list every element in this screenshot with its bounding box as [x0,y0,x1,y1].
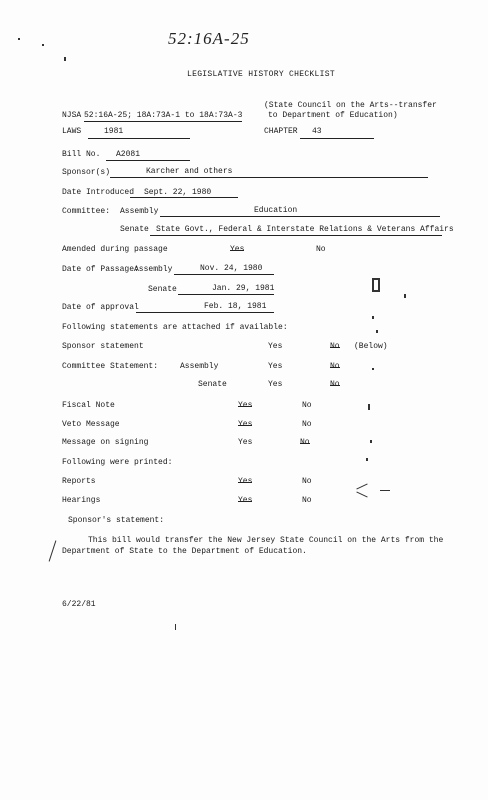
amended-yes: Yes [230,245,245,254]
scan-artifact [380,490,390,491]
passage-label: Date of Passage: [62,265,139,274]
scan-artifact [372,278,380,280]
approval-label: Date of approval [62,303,139,312]
scan-artifact [372,368,374,370]
njsa-note-line1: (State Council on the Arts--transfer [264,101,437,110]
committee-statement-senate: Senate [198,380,227,389]
passage-assembly-label: Assembly [134,265,173,274]
laws-label: LAWS [62,127,82,136]
handwritten-statute-number: 52:16A-25 [168,29,250,48]
reports-yes: Yes [238,477,253,486]
scan-artifact [368,404,370,410]
committee-assembly-value: Education [254,206,298,215]
passage-assembly-value: Nov. 24, 1980 [200,264,263,273]
veto-message-no: No [302,420,312,429]
approval-value: Feb. 18, 1981 [204,302,267,311]
message-signing-label: Message on signing [62,438,149,447]
fiscal-note-no: No [302,401,312,410]
scan-artifact [404,294,406,298]
scan-artifact [356,492,367,498]
scan-artifact [356,484,367,490]
sponsors-value: Karcher and others [146,167,233,176]
bill-label: Bill No. [62,150,101,159]
amended-label: Amended during passage [62,245,168,254]
veto-message-yes: Yes [238,420,253,429]
scan-artifact [376,330,378,333]
njsa-value: 52:16A-25; 18A:73A-1 to 18A:73A-3 [84,111,243,120]
footer-date: 6/22/81 [62,600,96,609]
committee-senate-yes: Yes [268,380,283,389]
committee-statement-assembly: Assembly [180,362,219,371]
statement-line2: Department of State to the Department of Education. [62,547,307,556]
scan-speck [175,624,176,630]
veto-message-label: Veto Message [62,420,120,429]
sponsor-statement-no: No [330,342,340,351]
scan-artifact [372,290,380,292]
committee-senate-no: No [330,380,340,389]
sponsor-statement-label: Sponsor statement [62,342,144,351]
fiscal-note-yes: Yes [238,401,253,410]
message-signing-yes: Yes [238,438,253,447]
hearings-yes: Yes [238,496,253,505]
laws-value: 1981 [104,127,124,136]
chapter-label: CHAPTER [264,127,298,136]
scan-speck [18,38,20,40]
statement-heading: Sponsor's statement: [68,516,165,525]
committee-assembly-no: No [330,362,340,371]
fiscal-note-label: Fiscal Note [62,401,115,410]
amended-no: No [316,245,326,254]
passage-senate-label: Senate [148,285,177,294]
passage-senate-value: Jan. 29, 1981 [212,284,275,293]
reports-no: No [302,477,312,486]
hearings-label: Hearings [62,496,101,505]
date-introduced-value: Sept. 22, 1980 [144,188,212,197]
attached-heading: Following statements are attached if available: [62,323,288,332]
sponsor-statement-note: (Below) [354,342,388,351]
scan-speck [64,57,66,61]
scan-artifact [372,316,374,319]
committee-senate-value: State Govt., Federal & Interstate Relations & Veterans Affairs [156,225,454,234]
message-signing-no: No [300,438,310,447]
committee-statement-label: Committee Statement: [62,362,159,371]
sponsor-statement-yes: Yes [268,342,283,351]
bill-value: A2081 [116,150,141,159]
scan-speck [42,44,44,46]
committee-assembly-label: Assembly [120,207,159,216]
reports-label: Reports [62,477,96,486]
njsa-note-line2: to Department of Education) [268,111,398,120]
printed-heading: Following were printed: [62,458,173,467]
hearings-no: No [302,496,312,505]
committee-assembly-yes: Yes [268,362,283,371]
committee-label: Committee: [62,207,111,216]
scan-artifact [370,440,372,443]
page-title: LEGISLATIVE HISTORY CHECKLIST [187,70,335,79]
njsa-label: NJSA [62,111,82,120]
statement-line1: This bill would transfer the New Jersey State Council on the Arts from the [88,536,444,545]
chapter-value: 43 [312,127,322,136]
scan-artifact [366,458,368,461]
date-introduced-label: Date Introduced [62,188,135,197]
committee-senate-label: Senate [120,225,149,234]
margin-pen-mark [49,540,57,561]
sponsors-label: Sponsor(s) [62,168,111,177]
